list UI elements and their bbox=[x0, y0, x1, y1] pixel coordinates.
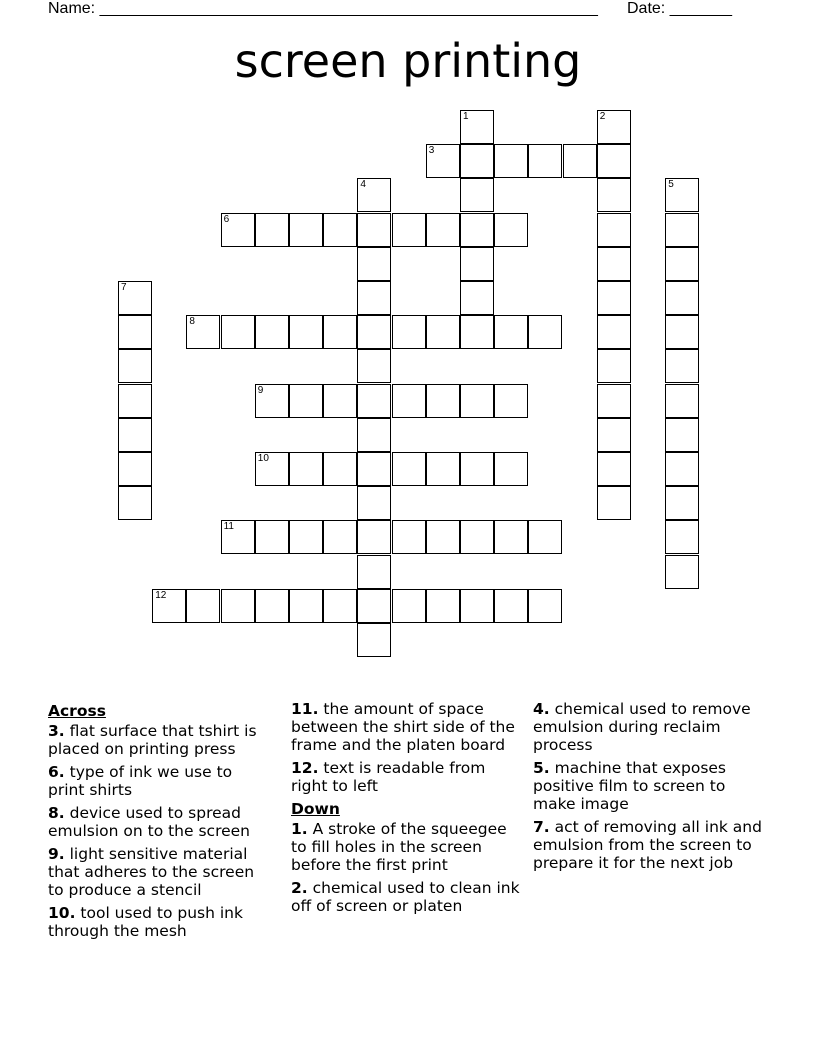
grid-cell[interactable] bbox=[357, 486, 391, 520]
grid-cell[interactable] bbox=[357, 178, 391, 212]
grid-cell[interactable] bbox=[357, 349, 391, 383]
grid-cell[interactable] bbox=[392, 520, 426, 554]
grid-cell[interactable] bbox=[323, 315, 357, 349]
grid-cell[interactable] bbox=[289, 452, 323, 486]
grid-cell[interactable] bbox=[357, 589, 391, 623]
clue-number: 1 bbox=[463, 111, 469, 122]
across-heading: Across bbox=[48, 702, 106, 720]
grid-cell[interactable] bbox=[255, 213, 289, 247]
grid-cell[interactable] bbox=[323, 384, 357, 418]
clue-down-4: 4. chemical used to remove emulsion during reclaim process bbox=[533, 700, 751, 754]
grid-cell[interactable] bbox=[563, 144, 597, 178]
grid-cell[interactable] bbox=[255, 589, 289, 623]
grid-cell[interactable] bbox=[323, 589, 357, 623]
grid-cell[interactable] bbox=[255, 384, 289, 418]
grid-cell[interactable] bbox=[357, 384, 391, 418]
clue-number: 6 bbox=[223, 213, 230, 225]
grid-cell[interactable] bbox=[357, 213, 391, 247]
grid-cell[interactable] bbox=[221, 589, 255, 623]
grid-cell[interactable] bbox=[357, 315, 391, 349]
grid-cell[interactable] bbox=[665, 247, 699, 281]
grid-cell[interactable] bbox=[221, 520, 255, 554]
clue-down-2: 2. chemical used to clean ink off of screen or platen bbox=[291, 879, 520, 915]
grid-cell[interactable] bbox=[665, 555, 699, 589]
grid-cell[interactable] bbox=[665, 281, 699, 315]
grid-cell[interactable] bbox=[118, 418, 152, 452]
grid-cell[interactable] bbox=[597, 486, 631, 520]
grid-cell[interactable] bbox=[528, 144, 562, 178]
grid-cell[interactable] bbox=[357, 281, 391, 315]
clues-column-2 bbox=[291, 700, 523, 920]
grid-cell[interactable] bbox=[221, 213, 255, 247]
grid-cell[interactable] bbox=[460, 589, 494, 623]
grid-cell[interactable] bbox=[289, 520, 323, 554]
grid-cell[interactable] bbox=[460, 281, 494, 315]
grid-cell[interactable] bbox=[357, 555, 391, 589]
grid-cell[interactable] bbox=[597, 281, 631, 315]
grid-cell[interactable] bbox=[426, 589, 460, 623]
grid-cell[interactable] bbox=[597, 247, 631, 281]
grid-cell[interactable] bbox=[357, 623, 391, 657]
grid-cell[interactable] bbox=[426, 144, 460, 178]
grid-cell[interactable] bbox=[665, 520, 699, 554]
grid-cell[interactable] bbox=[357, 418, 391, 452]
grid-cell[interactable] bbox=[528, 520, 562, 554]
name-field-label: Name: ________________________________________________________ bbox=[48, 0, 598, 17]
clue-down-7: 7. act of removing all ink and emulsion from the screen to prepare it for the next job bbox=[533, 818, 762, 872]
grid-cell[interactable] bbox=[494, 213, 528, 247]
grid-cell[interactable] bbox=[426, 315, 460, 349]
grid-cell[interactable] bbox=[597, 213, 631, 247]
grid-cell[interactable] bbox=[118, 349, 152, 383]
grid-cell[interactable] bbox=[186, 589, 220, 623]
grid-cell[interactable] bbox=[255, 520, 289, 554]
clue-down-5: 5. machine that exposes positive film to screen to make image bbox=[533, 759, 727, 813]
grid-cell[interactable] bbox=[665, 418, 699, 452]
grid-cell[interactable] bbox=[460, 384, 494, 418]
grid-cell[interactable] bbox=[357, 247, 391, 281]
grid-cell[interactable] bbox=[460, 247, 494, 281]
grid-cell[interactable] bbox=[323, 213, 357, 247]
grid-cell[interactable] bbox=[289, 315, 323, 349]
clue-number: 7 bbox=[121, 282, 127, 293]
grid-cell[interactable] bbox=[426, 213, 460, 247]
grid-cell[interactable] bbox=[186, 315, 220, 349]
grid-cell[interactable] bbox=[460, 452, 494, 486]
grid-cell[interactable] bbox=[597, 110, 631, 144]
grid-cell[interactable] bbox=[665, 178, 699, 212]
grid-cell[interactable] bbox=[665, 486, 699, 520]
grid-cell[interactable] bbox=[528, 315, 562, 349]
clue-number: 3 bbox=[428, 145, 435, 157]
grid-cell[interactable] bbox=[118, 384, 152, 418]
grid-cell[interactable] bbox=[426, 520, 460, 554]
grid-cell[interactable] bbox=[665, 384, 699, 418]
clue-number: 9 bbox=[257, 384, 264, 396]
grid-cell[interactable] bbox=[426, 452, 460, 486]
clue-across-8: 8. device used to spread emulsion on to the screen bbox=[48, 804, 250, 840]
grid-cell[interactable] bbox=[665, 452, 699, 486]
grid-cell[interactable] bbox=[460, 315, 494, 349]
grid-cell[interactable] bbox=[392, 452, 426, 486]
grid-cell[interactable] bbox=[665, 213, 699, 247]
clues-column-3 bbox=[533, 700, 768, 877]
grid-cell[interactable] bbox=[665, 315, 699, 349]
grid-cell[interactable] bbox=[221, 315, 255, 349]
clue-across-11: 11. the amount of space between the shirt side of the frame and the platen board bbox=[291, 700, 515, 754]
grid-cell[interactable] bbox=[597, 418, 631, 452]
grid-cell[interactable] bbox=[494, 452, 528, 486]
date-field-label: Date: _______ bbox=[627, 0, 732, 17]
grid-cell[interactable] bbox=[323, 452, 357, 486]
grid-cell[interactable] bbox=[597, 144, 631, 178]
grid-cell[interactable] bbox=[494, 315, 528, 349]
grid-cell[interactable] bbox=[357, 520, 391, 554]
clues-column-1 bbox=[48, 700, 270, 945]
grid-cell[interactable] bbox=[357, 452, 391, 486]
grid-cell[interactable] bbox=[392, 213, 426, 247]
grid-cell[interactable] bbox=[597, 178, 631, 212]
grid-cell[interactable] bbox=[460, 178, 494, 212]
clue-number: 11 bbox=[223, 521, 234, 533]
grid-cell[interactable] bbox=[528, 589, 562, 623]
grid-cell[interactable] bbox=[118, 452, 152, 486]
clue-across-3: 3. flat surface that tshirt is placed on printing press bbox=[48, 722, 257, 758]
clue-number: 10 bbox=[257, 453, 269, 464]
grid-cell[interactable] bbox=[460, 110, 494, 144]
grid-cell[interactable] bbox=[118, 486, 152, 520]
grid-cell[interactable] bbox=[597, 452, 631, 486]
grid-cell[interactable] bbox=[426, 384, 460, 418]
clue-across-12: 12. text is readable from right to left bbox=[291, 759, 486, 795]
grid-cell[interactable] bbox=[392, 589, 426, 623]
clue-across-9: 9. light sensitive material that adheres to the screen to produce a stencil bbox=[48, 845, 255, 899]
clue-down-1: 1. A stroke of the squeegee to fill holes in the screen before the first print bbox=[291, 820, 507, 874]
grid-cell[interactable] bbox=[494, 520, 528, 554]
clue-number: 2 bbox=[599, 111, 606, 122]
grid-cell[interactable] bbox=[460, 520, 494, 554]
clue-number: 4 bbox=[360, 179, 366, 191]
clue-number: 5 bbox=[668, 179, 674, 191]
grid-cell[interactable] bbox=[152, 589, 186, 623]
clue-across-6: 6. type of ink we use to print shirts bbox=[48, 763, 233, 799]
grid-cell[interactable] bbox=[460, 144, 494, 178]
grid-cell[interactable] bbox=[597, 315, 631, 349]
clue-number: 12 bbox=[155, 589, 167, 601]
grid-cell[interactable] bbox=[289, 384, 323, 418]
clue-across-10: 10. tool used to push ink through the mesh bbox=[48, 904, 243, 940]
grid-cell[interactable] bbox=[255, 452, 289, 486]
puzzle-title: screen printing bbox=[234, 34, 582, 88]
grid-cell[interactable] bbox=[597, 349, 631, 383]
grid-cell[interactable] bbox=[494, 384, 528, 418]
grid-cell[interactable] bbox=[323, 520, 357, 554]
grid-cell[interactable] bbox=[460, 213, 494, 247]
grid-cell[interactable] bbox=[392, 315, 426, 349]
grid-cell[interactable] bbox=[597, 384, 631, 418]
clue-number: 8 bbox=[189, 316, 195, 328]
grid-cell[interactable] bbox=[289, 589, 323, 623]
grid-cell[interactable] bbox=[289, 213, 323, 247]
grid-cell[interactable] bbox=[118, 281, 152, 315]
down-heading: Down bbox=[291, 800, 340, 818]
grid-cell[interactable] bbox=[494, 144, 528, 178]
grid-cell[interactable] bbox=[494, 589, 528, 623]
grid-cell[interactable] bbox=[392, 384, 426, 418]
grid-cell[interactable] bbox=[255, 315, 289, 349]
grid-cell[interactable] bbox=[665, 349, 699, 383]
grid-cell[interactable] bbox=[118, 315, 152, 349]
